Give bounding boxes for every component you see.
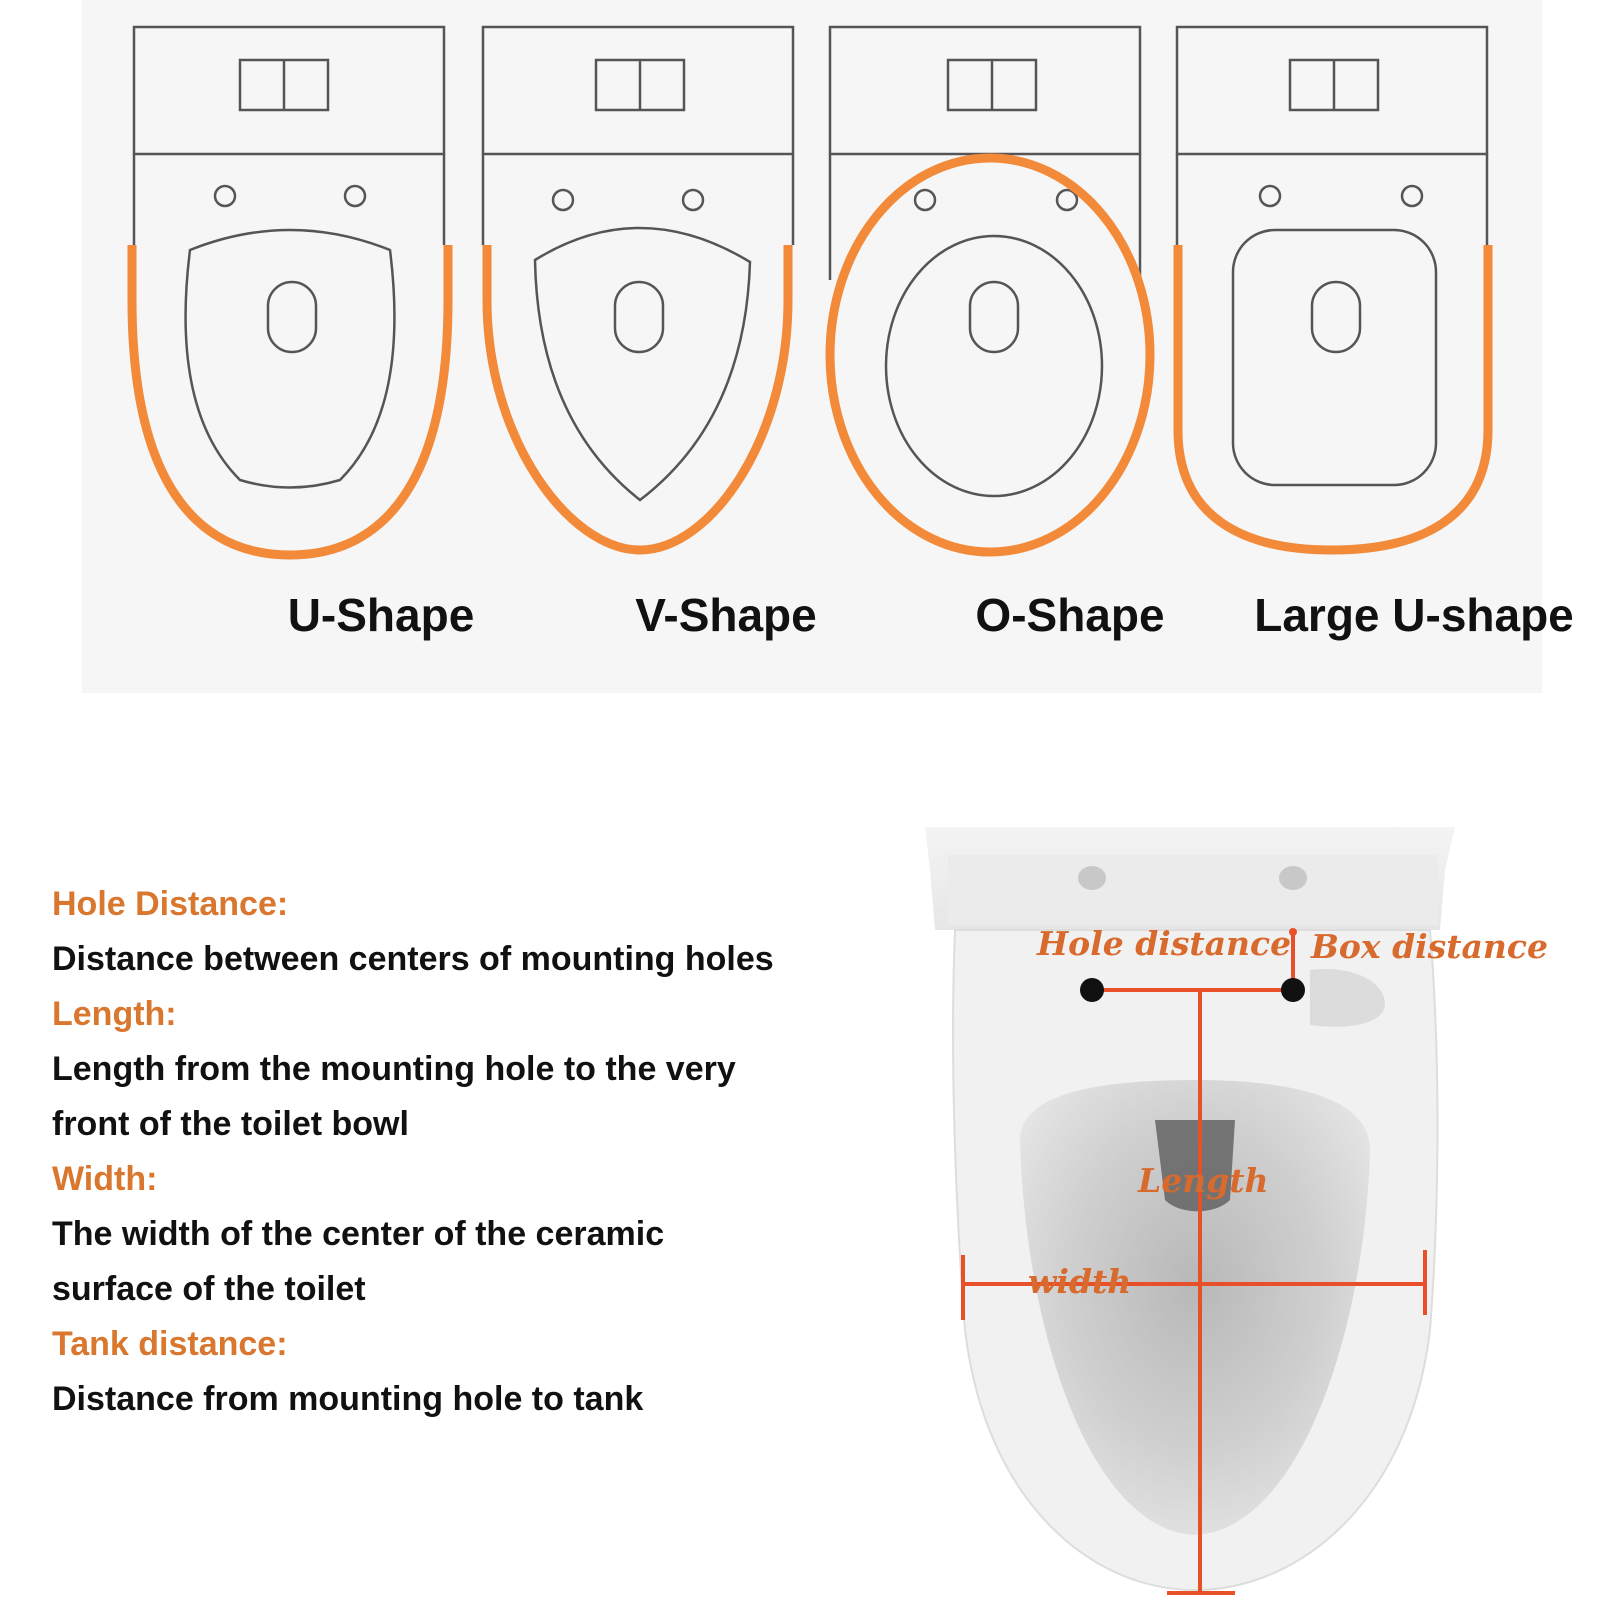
hole-distance-term: Hole Distance: xyxy=(52,885,289,923)
u-shape-toilet xyxy=(132,27,448,555)
v-shape-outline xyxy=(487,245,788,550)
length-description-line-1: Length from the mounting hole to the very xyxy=(52,1050,736,1088)
width-diagram-label: width xyxy=(1028,1262,1132,1301)
seat-shapes-panel xyxy=(82,0,1574,693)
large-u-shape-label: Large U-shape xyxy=(1254,589,1574,641)
u-shape-outline xyxy=(132,245,448,555)
mounting-hole-right xyxy=(1281,978,1305,1002)
hole-distance-description: Distance between centers of mounting holes xyxy=(52,940,774,978)
v-shape-toilet xyxy=(483,27,793,550)
box-distance-diagram-label: Box distance xyxy=(1311,927,1548,966)
tank-distance-term: Tank distance: xyxy=(52,1325,288,1363)
hole-distance-diagram-label: Hole distance xyxy=(1037,924,1292,963)
mounting-hole-left xyxy=(1080,978,1104,1002)
length-description-line-2: front of the toilet bowl xyxy=(52,1105,409,1143)
large-u-shape-outline xyxy=(1178,245,1488,550)
tank-distance-description: Distance from mounting hole to tank xyxy=(52,1380,644,1418)
measurement-diagram xyxy=(900,800,1600,1600)
width-term: Width: xyxy=(52,1160,158,1198)
measurement-definitions xyxy=(52,877,932,1427)
large-u-shape-toilet xyxy=(1177,27,1488,550)
length-term: Length: xyxy=(52,995,177,1033)
o-shape-toilet xyxy=(830,27,1150,552)
v-shape-label: V-Shape xyxy=(635,589,817,641)
width-description-line-2: surface of the toilet xyxy=(52,1270,366,1308)
o-shape-label: O-Shape xyxy=(975,589,1165,641)
u-shape-label: U-Shape xyxy=(287,589,475,641)
width-description-line-1: The width of the center of the ceramic xyxy=(52,1215,665,1253)
length-diagram-label: Length xyxy=(1138,1161,1269,1200)
